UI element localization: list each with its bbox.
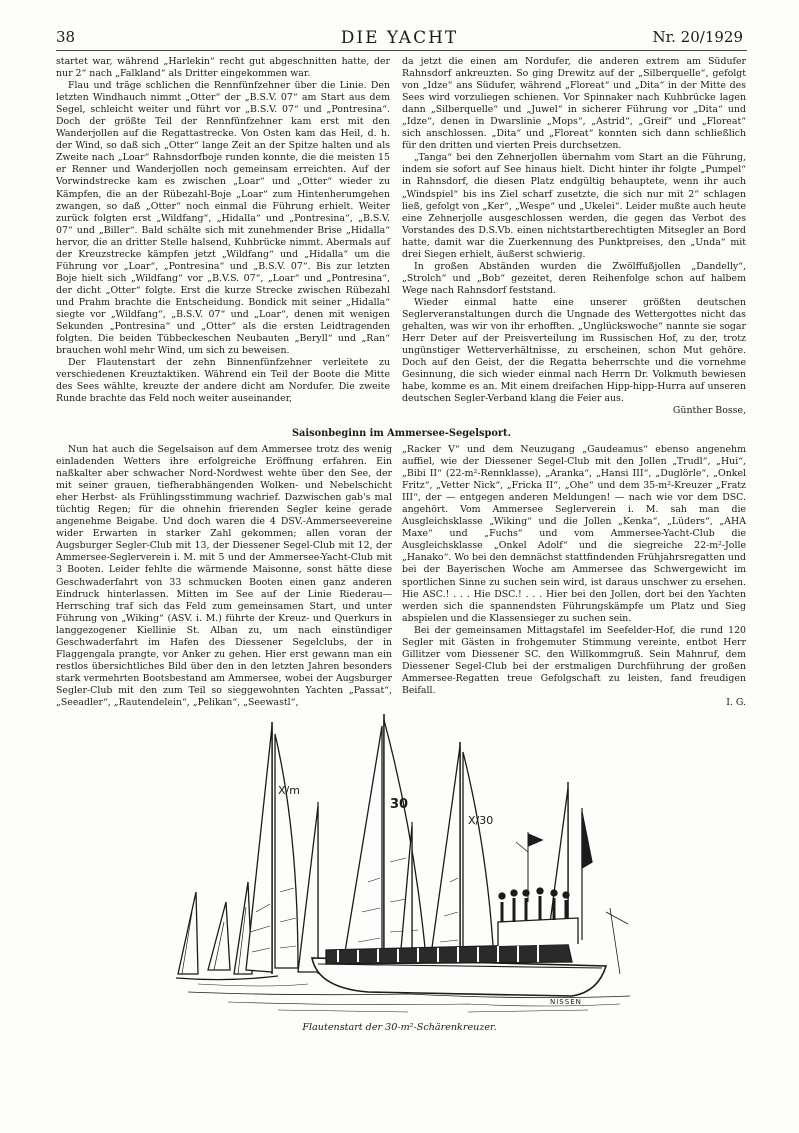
header-rule bbox=[56, 50, 747, 51]
artist-signature: NISSEN bbox=[550, 998, 582, 1006]
paragraph: Flau und träge schlichen die Rennfünfzehner über die Linie. Den letzten Windhauch nimmt „Otter“ der „B.S.V. 07“ am Start aus dem Segel, schleicht weiter und führt vor „B.S.V. 07“ und „Pontresina“. Doch der größte Teil der Rennfünfzehner kam erst mit den Wanderjollen auf die Regattastrecke. Von Osten kam das Heil, d. h. der Wind, so daß sich „Otter“ lange Zeit an der Spitze halten und als Zweite nach „Loar“ Rahnsdorfboje runden konnte, die die meisten 15 er Renner und Wanderjollen noch gemeinsam erreichten. Auf der Vorwindstrecke kam es zwischen „Loar“ und „Otter“ wieder zu Kämpfen, die an der Rübezahl-Boje „Loar“ zum Hintenherumgehen zwangen, so daß „Otter“ noch einmal die Führung erhielt. Weiter zurück folgten erst „Wildfang“, „Hidalla“ und „Pontresina“, „B.S.V. 07“ und „Biller“. Bald schälte sich mit zunehmender Brise „Hidalla“ hervor, die an dritter Stelle halsend, Kuhbrücke nimmt. Abermals auf der Kreuzstrecke kämpfen jetzt „Wildfang“ und „Hidalla“ um die Führung vor „Loar“, „Pontresina“ und „B.S.V. 07“. Bis zur letzten Boje hielt sich „Wildfang“ vor „B.V.S. 07“, „Loar“ und „Pontresina“, der dicht „Otter“ folgte. Erst die kurze Strecke zwischen Rübezahl und Prahm brachte die Entscheidung. Bondick mit seiner „Hidalla“ siegte vor „Wildfang“, „B.S.V. 07“ und „Loar“, denen mit wenigen Sekunden „Pontresina“ und „Otter“ als die ersten Leidtragenden folgten. Die beiden Tübbeckeschen Neubauten „Beryll“ und „Ran“ brauchen wohl mehr Wind, um sich zu beweisen. bbox=[56, 80, 390, 357]
paragraph: „Tanga“ bei den Zehnerjollen übernahm vom Start an die Führung, indem sie sofort auf See hinaus hielt. Dicht hinter ihr folgte „Pumpel“ in Rahnsdorf, die diesen Platz endgültig behauptete, wenn ihr auch „Windspiel“ bis ins Ziel scharf zusetzte, die sich nur mit 2“ schlagen ließ, gefolgt von „Ker“, „Wespe“ und „Ukelei“. Leider mußte auch heute eine Zehnerjolle ausgeschlossen werden, die gegen das Verbot des Vorstandes des D.S.Vb. einen nichtstartberechtigten Mitsegler an Bord hatte, damit war die Zuerkennung des Punktpreises, den „Unda“ mit drei Siegen erhielt, äußerst schwierig. bbox=[402, 152, 746, 260]
paragraph: Der Flautenstart der zehn Binnenfünfzehner verleitete zu verschiedenen Kreuztaktiken. Während ein Teil der Boote die Mitte des Sees wählte, kreuzte der andere dicht am Nordufer. Die zweite Runde brachte das Feld noch weiter auseinander, bbox=[56, 357, 390, 405]
paragraph: „Racker V“ und dem Neuzugang „Gaudeamus“ ebenso angenehm auffiel, wie der Diessener Segel-Club mit den Jollen „Trudl“, „Hui“, „Bibi II“ (22-m²-Rennklasse), „Aranka“, „Hansi III“, „Duglörle“, „Onkel Fritz“, „Vetter Nick“, „Fricka II“, „Ohe“ und dem 35-m²-Kreuzer „Fratz III“, der — entgegen anderen Meldungen! — nach wie vor dem DSC. angehört. Vom Ammersee Seglerverein i. M. sah man die Ausgleichsklasse „Wiking“ und die Jollen „Kenka“, „Lüders“, „AHA Maxe“ und „Fuchs“ und vom Ammersee-Yacht-Club die Ausgleichsklasse „Onkel Adolf“ und die siegreiche 22-m²-Jolle „Hanako“. Wo bei den demnächst stattfindenden Frühjahrsregatten und bei der Bayerischen Woche am Ammersee das Schwergewicht im sportlichen Sinne zu suchen sein wird, ist daraus unschwer zu ersehen. Hie ASC.! . . . Hie DSC.! . . . Hier bei den Jollen, dort bei den Yachten werden sich die spannendsten Führungskämpfe um Platz und Sieg abspielen und die Klassensieger zu suchen sein. bbox=[402, 444, 746, 624]
paragraph: Nun hat auch die Segelsaison auf dem Ammersee trotz des wenig einladenden Wetters ihre erfolgreiche Eröffnung erfahren. Ein naßkalter aber schwacher Nord-Nordwest wehte über den See, der mit seiner grauen, tiefherabhängenden Wolken- und Nebelschicht eher Herbst- als Frühlingsstimmung wachrief. Dazwischen gab's mal tüchtig Regen; für die ohnehin frierenden Segler keine gerade angenehme Beigabe. Und doch waren die 4 DSV.-Ammerseevereine wider Erwarten in starker Zahl gekommen; allen voran der Augsburger Segler-Club mit 13, der Diessener Segel-Club mit 12, der Ammersee-Seglerverein i. M. mit 5 und der Ammersee-Yacht-Club mit 3 Booten. Leider fehlte die wärmende Maisonne, sonst hätte diese Geschwaderfahrt von 33 schmucken Booten einen ganz anderen Eindruck hinterlassen. Mitten im See auf der Linie Riederau—Herrsching traf sich das Feld zum gemeinsamen Start, und unter Führung von „Wiking“ (ASV. i. M.) führte der Kreuz- und Querkurs in langgezogener Kiellinie St. Alban zu, um nach einstündiger Geschwaderfahrt im Hafen des Diessener Segelclubs, der in Flaggengala prangte, vor Anker zu gehen. Hier erst gewann man ein restlos übersichtliches Bild über den in den letzten Jahren besonders stark vermehrten Bootsbestand am Ammersee, wobei der Augsburger Segler-Club mit den zum Teil so sieggewohnten Yachten „Passat“, „Seeadler“, „Rautendelein“, „Pelikan“, „Seewastl“, bbox=[56, 444, 392, 708]
paragraph: startet war, während „Harlekin“ recht gut abgeschnitten hatte, der nur 2“ nach „Falkland“ als Dritter eingekommen war. bbox=[56, 56, 390, 80]
paragraph: In großen Abständen wurden die Zwölffußjollen „Dandelly“, „Strolch“ und „Bob“ gezeitet, deren Reihenfolge schon auf halbem Wege nach Rahnsdorf feststand. bbox=[402, 260, 746, 296]
journal-title: DIE YACHT bbox=[340, 28, 459, 48]
article-column-left-top bbox=[56, 56, 390, 405]
paragraph: Bei der gemeinsamen Mittagstafel im Seefelder-Hof, die rund 120 Segler mit Gästen in frohgemuter Stimmung vereinte, entbot Herr Gillitzer vom Diessener SC. den Willkommgruß. Sein Mahnruf, dem Diessener Segel-Club bei der erstmaligen Durchführung der großen Ammersee-Regatten treue Gefolgschaft zu leisten, fand freudigen Beifall. bbox=[402, 624, 746, 696]
sail-mark-3: X/30 bbox=[468, 814, 494, 827]
page-number: 38 bbox=[56, 28, 76, 46]
article-column-left-bottom bbox=[56, 444, 392, 709]
sailing-boats-illustration bbox=[168, 712, 638, 1020]
paragraph: Wieder einmal hatte eine unserer größten deutschen Seglerveranstaltungen durch die Ungnade des Wettergottes nicht das gehalten, was wir von ihr erhofften. „Unglückswoche“ nannte sie sogar Herr Deter auf der Preisverteilung im Russischen Hof, zu der, trotz ungünstiger Wetterverhältnisse, zu erscheinen, schon Mut gehöre. Doch auf den Geist, der die Regatta beherrschte und die vornehme Gesinnung, die sich wieder einmal nach Herrn Dr. Volkmuth bewiesen habe, komme es an. Mit einem dreifachen Hipp-hipp-Hurra auf unseren deutschen Segler-Verband klang die Feier aus. bbox=[402, 296, 746, 405]
article-column-right-bottom bbox=[402, 444, 746, 709]
article-column-right-top bbox=[402, 56, 746, 417]
section-title: Saisonbeginn im Ammersee-Segelsport. bbox=[291, 428, 511, 439]
page-header bbox=[56, 28, 743, 48]
sail-mark-2: 30 bbox=[390, 797, 409, 812]
issue-number: Nr. 20/1929 bbox=[652, 28, 743, 46]
author-signature: Günther Bosse, bbox=[672, 405, 746, 417]
author-signature: I. G. bbox=[726, 696, 746, 708]
illustration-drawing bbox=[176, 714, 630, 1012]
sail-mark-1: X/m bbox=[278, 784, 300, 797]
paragraph: da jetzt die einen am Nordufer, die anderen extrem am Südufer Rahnsdorf ankreuzten. So ging Drewitz auf der „Silberquelle“, gefolgt von „Idze“ ans Südufer, während „Floreat“ und „Dita“ in der Mitte des Sees wird vorzuliegen schienen. Vor Spinnaker nach Kuhbrücke lagen dann „Silberquelle“ und „Juwel“ in sicherer Führung vor „Dita“ und „Idze“, denen in Dwarslinie „Mops“, „Astrid“, „Greif“ und „Floreat“ sich anschlossen. „Dita“ und „Floreat“ konnten sich dann schließlich für den dritten und vierten Preis durchsetzen. bbox=[402, 56, 746, 152]
illustration-caption: Flautenstart der 30-m²-Schärenkreuzer. bbox=[302, 1022, 497, 1033]
